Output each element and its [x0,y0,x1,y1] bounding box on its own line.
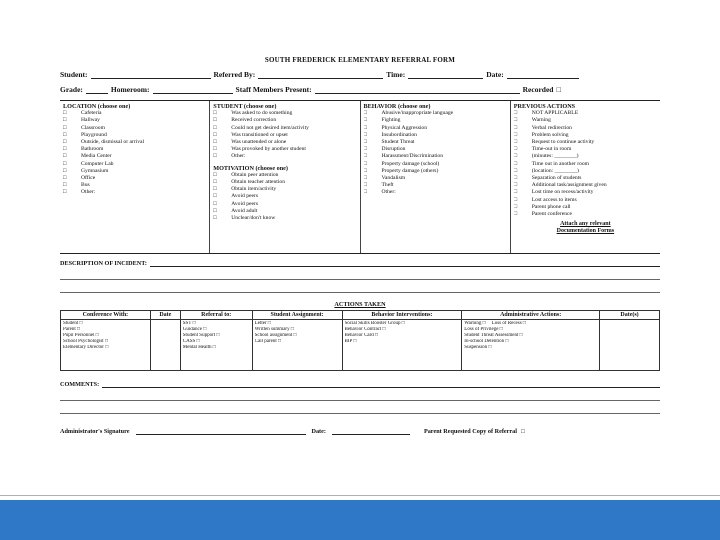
form-title: SOUTH FREDERICK ELEMENTARY REFERRAL FORM [264,56,456,64]
staff-present-label: Staff Members Present: [235,85,312,94]
checkbox[interactable]: □ [63,146,67,153]
attach-line-2: Documentation Forms [556,228,615,235]
previous-action-label: Problem solving [531,131,569,138]
checkbox[interactable]: □ [513,153,518,160]
previous-action-item[interactable] [514,182,657,189]
student-list [213,110,356,160]
behavior-item[interactable] [364,189,507,196]
homeroom-label: Homeroom: [110,85,150,94]
footer-bar [0,500,720,540]
comments-field-line-1[interactable] [102,381,660,388]
previous-action-label: Parent phone call [531,203,571,210]
checkbox[interactable]: □ [513,160,518,167]
location-label: Gymnasium [81,167,109,174]
checkbox[interactable]: □ [293,333,297,338]
previous-action-item[interactable] [514,161,657,168]
motivation-title: MOTIVATION (choose one) [213,164,288,172]
checkbox[interactable]: □ [363,182,367,189]
checkbox[interactable]: □ [63,139,67,146]
previous-action-item[interactable] [514,211,657,218]
previous-action-item[interactable] [514,168,657,175]
behavior-item[interactable] [364,182,507,189]
previous-action-item[interactable] [514,204,657,211]
attach-note [514,221,657,235]
previous-action-item[interactable] [514,146,657,153]
behavior-item[interactable] [364,117,507,124]
checkbox[interactable]: □ [513,110,518,117]
actions-body-row [61,320,660,371]
referral-label: Mental Health [182,345,213,350]
date-field[interactable] [507,70,579,79]
location-item[interactable] [63,125,206,132]
location-item[interactable] [63,168,206,175]
conference-cell [61,320,151,371]
location-item[interactable] [63,189,206,196]
behavior-label: Student Threat [381,139,415,146]
previous-action-label: (minutes: ________) [531,153,579,160]
previous-action-label: NOT APPLICABLE [531,110,579,117]
student-label: Other: [231,153,246,160]
actions-table [60,310,660,371]
assignment-label: Written summary [254,327,291,332]
checkbox[interactable]: □ [192,321,196,326]
previous-action-item[interactable] [514,117,657,124]
previous-action-item[interactable] [514,132,657,139]
referred-by-label: Referred By: [213,70,256,79]
interventions-cell [342,320,462,371]
time-label: Time: [386,70,406,79]
location-label: Hallway [81,117,100,124]
previous-action-label: Additional task/assignment given [531,182,607,189]
motivation-item[interactable] [213,172,356,179]
checkbox[interactable]: □ [104,339,108,344]
previous-action-item[interactable] [514,110,657,117]
previous-action-label: Time-out in room [531,146,572,153]
student-item[interactable] [213,139,356,146]
previous-action-label: Request to continue activity [531,139,595,146]
attach-line-1: Attach any relevant [560,221,611,228]
motivation-item[interactable] [213,193,356,200]
checkbox[interactable]: □ [382,327,386,332]
location-item[interactable] [63,153,206,160]
checkbox[interactable]: □ [482,321,486,326]
location-label: Cafeteria [81,110,102,117]
checkbox[interactable]: □ [519,333,523,338]
behavior-list [364,110,507,196]
checkbox[interactable]: □ [499,327,503,332]
intervention-label: Behavior Card [344,333,376,338]
conference-label: Parent [63,327,78,332]
behavior-label: Harassment/Discrimination [381,153,444,160]
checkbox[interactable]: □ [513,146,518,153]
checkbox[interactable]: □ [213,124,217,131]
comments-row [60,381,660,388]
checkbox[interactable]: □ [79,321,83,326]
student-label: Could not get desired item/activity [231,124,309,131]
recorded-label: Recorded [522,85,554,94]
checkbox[interactable]: □ [513,189,518,196]
assignment-label: School assignment [254,333,294,338]
motivation-item[interactable] [213,186,356,193]
checkbox[interactable]: □ [363,124,367,131]
header-row-1 [60,70,660,79]
previous-action-item[interactable] [514,139,657,146]
time-field[interactable] [408,70,483,79]
location-item[interactable] [63,139,206,146]
previous-action-label: Verbal redirection [531,124,572,131]
checkbox[interactable]: □ [363,153,367,160]
student-label: Student: [60,70,88,79]
checkbox[interactable]: □ [363,160,367,167]
checkbox[interactable]: □ [290,327,294,332]
checkbox[interactable]: □ [63,153,67,160]
checkbox[interactable]: □ [513,124,518,131]
checkbox[interactable]: □ [363,146,367,153]
admin-action-label: Suspension [464,345,489,350]
admin-action-item[interactable] [464,345,597,351]
conference-label: Student [63,321,80,326]
behavior-label: Fighting [381,117,401,124]
previous-action-item[interactable] [514,189,657,196]
checkbox[interactable]: □ [213,131,217,138]
referral-label: Student Support [182,333,217,338]
checkbox[interactable]: □ [513,211,518,218]
student-item[interactable] [213,125,356,132]
col-dates: Date(s) [600,311,660,320]
checkbox[interactable]: □ [213,110,217,117]
behavior-column [360,101,510,253]
checkbox[interactable]: □ [203,327,207,332]
conference-label: Pupil Personnel [63,333,96,338]
checkbox[interactable]: □ [213,153,217,160]
previous-action-item[interactable] [514,153,657,160]
signature-date-label: Date: [311,428,326,435]
checkbox[interactable]: □ [513,131,518,138]
checkbox[interactable]: □ [63,117,67,124]
student-label: Received correction [231,117,277,124]
previous-action-label: Lost access to items [531,196,577,203]
admin-action-label: Student Threat Assessment [464,333,520,338]
checkbox[interactable]: □ [513,203,518,210]
referral-item[interactable] [183,345,250,351]
behavior-item[interactable] [364,153,507,160]
checkbox[interactable]: □ [213,139,217,146]
description-row [60,260,660,267]
motivation-label: Obtain teacher attention [231,179,285,186]
signature-row [60,428,660,435]
behavior-item[interactable] [364,168,507,175]
checkbox[interactable]: □ [63,110,67,117]
location-label: Bus [81,182,90,189]
previous-action-label: Warning [531,117,551,124]
previous-action-item[interactable] [514,125,657,132]
behavior-item[interactable] [364,125,507,132]
behavior-item[interactable] [364,132,507,139]
intervention-label: Social Skills Booster Group [344,321,402,326]
location-label: Computer Lab [81,160,114,167]
admin-cell [462,320,600,371]
checkbox[interactable]: □ [363,131,367,138]
location-item[interactable] [63,182,206,189]
recorded-checkbox[interactable]: □ [556,85,561,94]
conference-label: School Psychologist [63,339,105,344]
behavior-item[interactable] [364,161,507,168]
description-field-line-1[interactable] [150,260,660,267]
motivation-label: Obtain item/activity [231,186,277,193]
checkbox[interactable]: □ [63,182,67,189]
motivation-label: Avoid adult [231,207,258,214]
checkbox[interactable]: □ [213,179,217,186]
checkbox[interactable]: □ [213,200,217,207]
location-item[interactable] [63,146,206,153]
assignment-label: Letter [254,321,268,326]
col-referral: Referral to: [180,311,252,320]
intervention-label: Behavior Contract [344,327,383,332]
location-item[interactable] [63,175,206,182]
checkbox[interactable]: □ [267,321,271,326]
student-col-title: STUDENT (choose one) [213,103,277,110]
student-item[interactable] [213,146,356,153]
behavior-label: Abusive/inappropriate language [381,110,454,117]
checkbox[interactable]: □ [505,339,509,344]
checkbox[interactable]: □ [213,207,217,214]
actions-header-row [61,311,660,320]
motivation-label: Obtain peer attention [231,171,279,178]
behavior-item[interactable] [364,146,507,153]
previous-actions-column [510,101,660,253]
student-label: Was unattended or alone [231,139,287,146]
checkbox[interactable]: □ [513,196,518,203]
admin-action-label: Loss of Privilege [464,327,500,332]
previous-action-label: Separation of students [531,175,582,182]
motivation-item[interactable] [213,215,356,222]
description-label: DESCRIPTION OF INCIDENT: [60,260,147,267]
behavior-label: Disruption [381,146,406,153]
checkbox[interactable]: □ [63,175,67,182]
location-list [63,110,206,196]
motivation-item[interactable] [213,201,356,208]
previous-actions-list [514,110,657,218]
location-label: Playground [81,131,107,138]
checkbox[interactable]: □ [375,333,379,338]
location-item[interactable] [63,161,206,168]
intervention-item[interactable] [345,339,460,345]
behavior-item[interactable] [364,110,507,117]
referral-label: CASS [182,339,197,344]
student-field[interactable] [91,70,211,79]
description-field-line-3[interactable] [60,280,660,293]
behavior-label: Insubordination [381,131,417,138]
description-field-line-2[interactable] [60,267,660,280]
signature-field[interactable] [136,428,306,435]
col-conference: Conference With: [61,311,151,320]
checkbox[interactable]: □ [213,117,217,124]
behavior-label: Theft [381,182,394,189]
parent-copy-checkbox[interactable]: □ [520,428,525,435]
checkbox[interactable]: □ [212,345,216,350]
intervention-label: BIP [344,339,354,344]
checkbox[interactable]: □ [363,139,367,146]
checkbox[interactable]: □ [213,171,217,178]
checkbox[interactable]: □ [63,167,67,174]
checkbox[interactable]: □ [213,215,217,222]
checkbox[interactable]: □ [63,160,67,167]
checkbox[interactable]: □ [213,146,217,153]
previous-action-label: (location: ________) [531,167,579,174]
checkbox[interactable]: □ [513,117,518,124]
checkbox[interactable]: □ [213,186,217,193]
staff-present-field[interactable] [315,85,520,94]
behavior-title: BEHAVIOR (choose one) [363,103,431,110]
signature-date-field[interactable] [332,428,410,435]
checkbox[interactable]: □ [63,124,67,131]
checkbox[interactable]: □ [105,345,109,350]
location-item[interactable] [63,110,206,117]
checkbox[interactable]: □ [488,345,492,350]
referral-label: Guidance [182,327,204,332]
col-admin: Administrative Actions: [462,311,600,320]
checkbox[interactable]: □ [513,167,518,174]
date-label: Date: [486,70,504,79]
assignment-item[interactable] [255,339,340,345]
checkbox[interactable]: □ [77,327,81,332]
parent-copy-label: Parent Requested Copy of Referral [423,428,517,435]
location-label: Outside, dismissal or arrival [81,139,145,146]
referred-by-field[interactable] [258,70,383,79]
behavior-label: Vandalism [381,175,406,182]
location-label: Other: [81,189,96,196]
dates-cell[interactable] [600,320,660,371]
student-label: Was transitioned or upset [231,131,288,138]
comments-field-line-3[interactable] [60,401,660,414]
previous-action-item[interactable] [514,197,657,204]
behavior-label: Other: [381,189,396,196]
behavior-item[interactable] [364,175,507,182]
signature-label: Administrator's Signature [60,428,130,435]
motivation-item[interactable] [213,179,356,186]
motivation-label: Unclear/don't know [231,215,276,222]
admin-action-extra[interactable]: Loss of Recess □ [491,321,526,326]
location-title: LOCATION (choose one) [63,103,131,110]
grade-field[interactable] [86,85,108,94]
checkbox[interactable]: □ [363,189,367,196]
location-label: Office [81,175,96,182]
checkbox[interactable]: □ [353,339,357,344]
previous-actions-title: PREVIOUS ACTIONS [513,103,576,110]
referral-label: SST [182,321,193,326]
actions-taken-title: ACTIONS TAKEN [334,301,386,308]
student-item[interactable] [213,132,356,139]
previous-action-label: Time out in another room [531,160,590,167]
col-assignment: Student Assignment: [252,311,342,320]
checkbox[interactable]: □ [513,182,518,189]
col-interventions: Behavior Interventions: [342,311,462,320]
footer-divider [0,495,720,496]
checkbox[interactable]: □ [401,321,405,326]
checkbox[interactable]: □ [363,110,367,117]
grade-label: Grade: [60,85,83,94]
student-label: Was provoked by another student [231,146,306,153]
behavior-item[interactable] [364,139,507,146]
checkbox[interactable]: □ [213,193,217,200]
incident-details-box [60,100,660,254]
motivation-label: Avoid peers [231,200,259,207]
checkbox[interactable]: □ [363,117,367,124]
checkbox[interactable]: □ [513,139,518,146]
conference-label: Elementary Director [63,345,106,350]
checkbox[interactable]: □ [95,333,99,338]
behavior-label: Property damage (others) [381,167,439,174]
homeroom-field[interactable] [153,85,233,94]
location-label: Classroom [81,124,105,131]
previous-action-item[interactable] [514,175,657,182]
student-label: Was asked to do something [231,110,293,117]
admin-action-label: Warning [464,321,483,326]
date-cell[interactable] [150,320,180,371]
student-item[interactable] [213,117,356,124]
header-row-2 [60,85,660,94]
location-label: Bathroom [81,146,104,153]
location-column [60,101,209,253]
assignment-label: Call parent [254,339,278,344]
checkbox[interactable]: □ [216,333,220,338]
referral-cell [180,320,252,371]
checkbox[interactable]: □ [363,175,367,182]
checkbox[interactable]: □ [196,339,200,344]
col-date: Date [150,311,180,320]
checkbox[interactable]: □ [63,131,67,138]
checkbox[interactable]: □ [277,339,282,344]
assignment-cell [252,320,342,371]
checkbox[interactable]: □ [363,167,367,174]
location-item[interactable] [63,132,206,139]
comments-label: COMMENTS: [60,381,100,388]
referral-form [60,50,660,435]
behavior-label: Property damage (school) [381,160,440,167]
checkbox[interactable]: □ [63,189,67,196]
location-label: Media Center [81,153,112,160]
admin-action-label: In-school Detention [464,339,506,344]
previous-action-label: Parent conference [531,211,572,218]
motivation-list [213,172,356,222]
behavior-label: Physical Aggression [381,124,428,131]
motivation-label: Avoid peers [231,193,259,200]
location-item[interactable] [63,117,206,124]
student-column [209,101,359,253]
motivation-item[interactable] [213,208,356,215]
previous-action-label: Lost time on recess/activity [531,189,594,196]
conference-item[interactable] [63,345,148,351]
student-item[interactable] [213,153,356,160]
student-item[interactable] [213,110,356,117]
checkbox[interactable]: □ [513,175,518,182]
comments-field-line-2[interactable] [60,388,660,401]
